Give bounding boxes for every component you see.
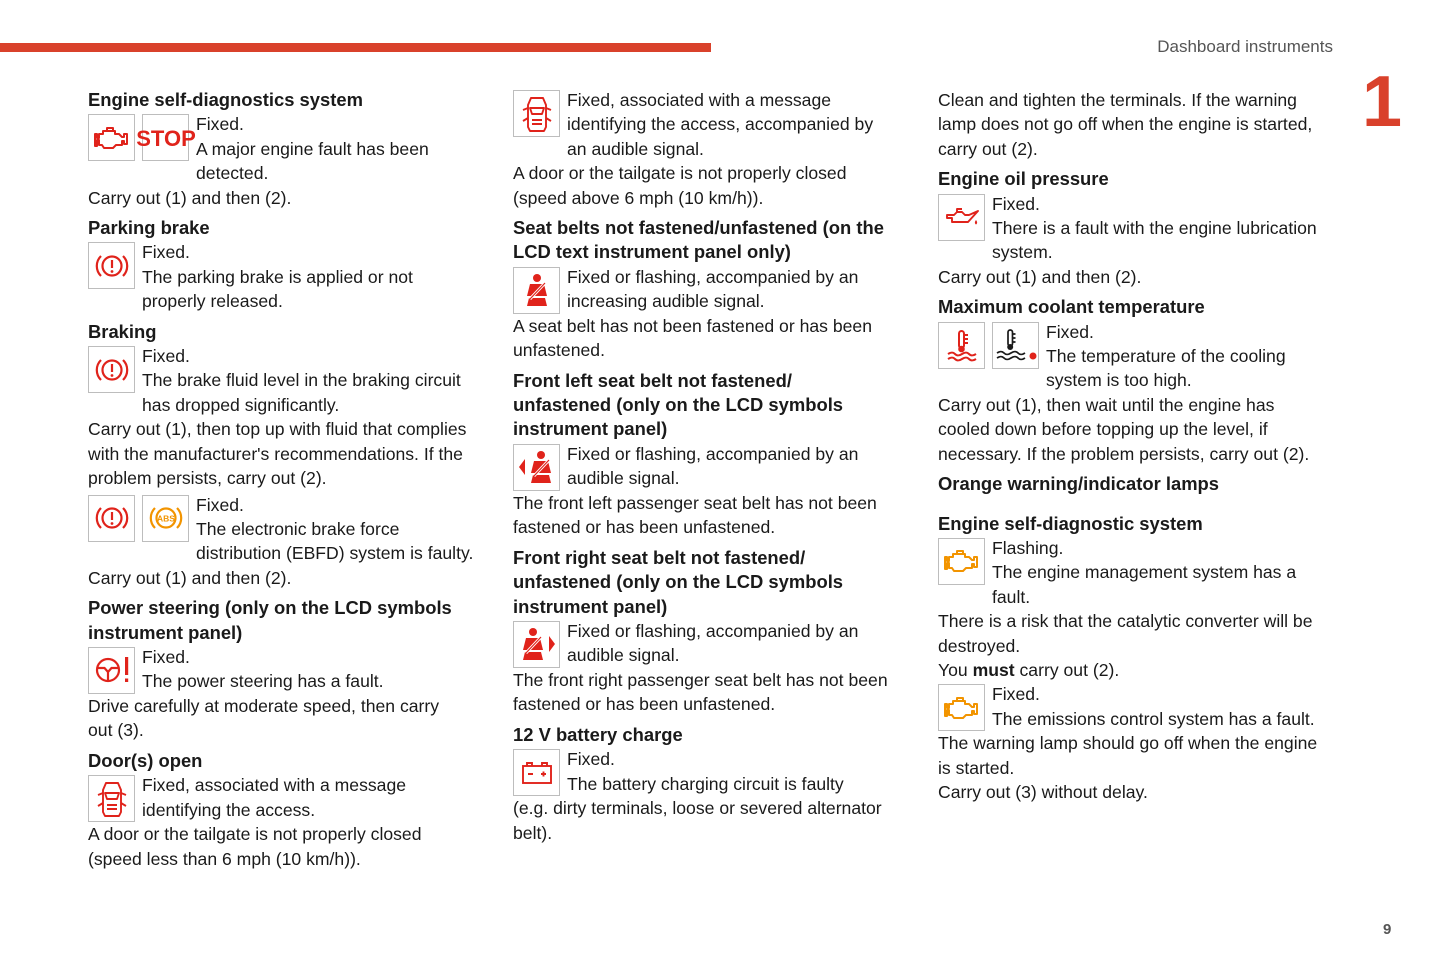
coolant-action-line3: necessary. If the problem persists, carry out (2). [938, 443, 1310, 464]
ebfd-desc-line1: The electronic brake force [196, 518, 400, 539]
heading-coolant: Maximum coolant temperature [938, 296, 1205, 318]
parking-desc-line1: The parking brake is applied or not [142, 266, 413, 287]
front-right-entry [513, 619, 908, 668]
engine-orange-icon [938, 538, 985, 585]
steering-action-line2: out (3). [88, 720, 144, 741]
engine-desc-line1: A major engine fault has been [196, 138, 429, 159]
seatbelts-desc-line2: increasing audible signal. [567, 291, 765, 312]
engine-diag-action: Carry out (3) without delay. [938, 782, 1148, 803]
braking-entry [88, 344, 483, 417]
seatbelt-left-icon [513, 444, 560, 491]
door-open-icon [88, 775, 135, 822]
oil-desc-line1: There is a fault with the engine lubrication [992, 218, 1317, 239]
battery-continued-line1: Clean and tighten the terminals. If the warning [938, 90, 1297, 110]
steering-action-line1: Drive carefully at moderate speed, then carry [88, 695, 440, 716]
brake-warning-icon [88, 242, 135, 289]
engine-diag-status-fixed: Fixed. [992, 684, 1040, 705]
battery-detail-line2: belt). [513, 822, 553, 843]
heading-seat-belts-1: Seat belts not fastened/unfastened (on the [513, 217, 884, 239]
header-accent-bar [0, 43, 711, 52]
heading-front-right-1: Front right seat belt not fastened/ [513, 546, 806, 568]
doors2-desc-line1: Fixed, associated with a message [567, 90, 832, 110]
heading-battery: 12 V battery charge [513, 723, 683, 745]
coolant-entry [938, 320, 1333, 393]
engine-diag-must-line [938, 658, 1333, 682]
front-right-desc-line1: Fixed or flashing, accompanied by an [567, 620, 859, 641]
heading-front-left-1: Front left seat belt not fastened/ [513, 369, 792, 391]
must-prefix: You [938, 659, 973, 680]
oil-status: Fixed. [992, 193, 1040, 214]
coolant-temp-red-icon [938, 322, 985, 369]
doors2-detail-line1: A door or the tailgate is not properly closed [513, 163, 847, 184]
braking-desc-line1: The brake fluid level in the braking circuit [142, 370, 461, 391]
heading-front-left-3: instrument panel) [513, 418, 668, 440]
chapter-number: 1 [1362, 62, 1403, 142]
engine-diagnostics-entry [88, 112, 483, 185]
engine-diag-note-line1: The warning lamp should go off when the engine [938, 733, 1318, 754]
column-right [938, 88, 1333, 805]
ebfd-entry [88, 493, 483, 566]
front-left-desc-line1: Fixed or flashing, accompanied by an [567, 443, 859, 464]
oil-pressure-entry [938, 192, 1333, 265]
heading-seat-belts-2: LCD text instrument panel only) [513, 241, 791, 263]
doors-detail-line1: A door or the tailgate is not properly closed [88, 824, 422, 845]
seat-belts-entry [513, 265, 908, 314]
coolant-action-line2: cooled down before topping up the level, if [938, 419, 1268, 440]
engine-diag-desc-line1: The engine management system has a [992, 562, 1297, 583]
oil-can-icon [938, 194, 985, 241]
heading-engine-self-diagnostics: Engine self-diagnostics system [88, 89, 363, 110]
front-right-detail-line2: fastened or has been unfastened. [513, 694, 776, 715]
ebfd-status: Fixed. [196, 494, 244, 515]
doors-desc-line2: identifying the access. [142, 799, 316, 820]
doors2-desc-line2: identifying the access, accompanied by [567, 114, 874, 135]
engine-orange-icon [938, 684, 985, 731]
seatbelts-detail-line2: unfastened. [513, 340, 605, 361]
doors-open-entry [88, 773, 483, 822]
front-left-entry [513, 442, 908, 491]
front-right-detail-line1: The front right passenger seat belt has not been [513, 669, 888, 690]
engine-status: Fixed. [196, 114, 244, 135]
power-steering-entry [88, 645, 483, 694]
heading-front-left-2: unfastened (only on the LCD symbols [513, 394, 844, 416]
engine-red-icon [88, 114, 135, 161]
abs-icon-text: ABS [156, 513, 175, 524]
engine-desc-line2: detected. [196, 163, 269, 184]
steering-wheel-warning-icon [88, 647, 135, 694]
parking-desc-line2: properly released. [142, 291, 283, 312]
parking-status: Fixed. [142, 242, 190, 263]
front-left-desc-line2: audible signal. [567, 468, 680, 489]
engine-fixed-entry [938, 682, 1333, 731]
seatbelt-icon [513, 267, 560, 314]
coolant-desc-line1: The temperature of the cooling [1046, 346, 1286, 367]
seatbelt-right-icon [513, 621, 560, 668]
page-number: 9 [1383, 921, 1392, 938]
engine-action: Carry out (1) and then (2). [88, 187, 292, 208]
doors-desc-line1: Fixed, associated with a message [142, 775, 407, 796]
doors2-detail-line2: (speed above 6 mph (10 km/h)). [513, 187, 764, 208]
braking-action-line1: Carry out (1), then top up with fluid that complies [88, 419, 467, 440]
engine-diag-note-line2: is started. [938, 757, 1015, 778]
oil-action: Carry out (1) and then (2). [938, 266, 1142, 287]
battery-entry [513, 747, 908, 796]
abs-icon [142, 495, 189, 542]
engine-diag-risk-line2: destroyed. [938, 635, 1021, 656]
coolant-temp-dark-icon [992, 322, 1039, 369]
battery-desc: The battery charging circuit is faulty [567, 773, 844, 794]
must-emphasis: must [972, 659, 1015, 680]
engine-flashing-entry [938, 536, 1333, 609]
must-suffix: carry out (2). [1014, 659, 1120, 680]
steering-status: Fixed. [142, 646, 190, 667]
seatbelts-detail-line1: A seat belt has not been fastened or has been [513, 315, 872, 336]
heading-power-steering-2: instrument panel) [88, 621, 243, 643]
braking-status: Fixed. [142, 346, 190, 367]
front-right-desc-line2: audible signal. [567, 645, 680, 666]
oil-desc-line2: system. [992, 242, 1053, 263]
braking-desc-line2: has dropped significantly. [142, 394, 340, 415]
battery-detail-line1: (e.g. dirty terminals, loose or severed alternator [513, 798, 882, 819]
battery-status: Fixed. [567, 749, 615, 770]
ebfd-desc-line2: distribution (EBFD) system is faulty. [196, 543, 474, 564]
braking-action-line3: problem persists, carry out (2). [88, 468, 327, 489]
stop-icon [135, 114, 196, 161]
battery-continued-line3: carry out (2). [938, 138, 1038, 159]
engine-diag-emissions: The emissions control system has a fault. [992, 708, 1315, 729]
door-open-icon [513, 90, 560, 137]
column-middle [513, 88, 908, 845]
heading-orange-lamps: Orange warning/indicator lamps [938, 473, 1220, 495]
doors-detail-line2: (speed less than 6 mph (10 km/h)). [88, 848, 361, 869]
engine-diag-risk-line1: There is a risk that the catalytic converter will be [938, 611, 1313, 632]
brake-warning-icon [88, 495, 135, 542]
heading-power-steering-1: Power steering (only on the LCD symbols [88, 597, 452, 619]
doors-audible-entry [513, 88, 908, 161]
engine-diag-desc-line2: fault. [992, 586, 1031, 607]
seatbelts-desc-line1: Fixed or flashing, accompanied by an [567, 266, 859, 287]
ebfd-action: Carry out (1) and then (2). [88, 567, 292, 588]
coolant-status: Fixed. [1046, 321, 1094, 342]
heading-engine-self-diagnostic: Engine self-diagnostic system [938, 512, 1203, 534]
front-left-detail-line2: fastened or has been unfastened. [513, 517, 776, 538]
steering-desc: The power steering has a fault. [142, 671, 384, 692]
braking-action-line2: with the manufacturer's recommendations. If the [88, 443, 463, 464]
heading-front-right-2: unfastened (only on the LCD symbols [513, 571, 844, 593]
battery-icon [513, 749, 560, 796]
brake-warning-icon [88, 346, 135, 393]
heading-parking-brake: Parking brake [88, 217, 210, 239]
doors2-desc-line3: an audible signal. [567, 138, 704, 159]
coolant-action-line1: Carry out (1), then wait until the engine has [938, 394, 1275, 415]
heading-doors-open: Door(s) open [88, 749, 203, 771]
heading-oil-pressure: Engine oil pressure [938, 168, 1109, 190]
battery-continued-line2: lamp does not go off when the engine is started, [938, 114, 1313, 135]
section-title: Dashboard instruments [1157, 37, 1333, 56]
column-left [88, 88, 483, 871]
engine-diag-status-flashing: Flashing. [992, 537, 1064, 558]
heading-braking: Braking [88, 320, 157, 342]
heading-front-right-3: instrument panel) [513, 595, 668, 617]
stop-icon-text: STOP [135, 125, 196, 151]
front-left-detail-line1: The front left passenger seat belt has not been [513, 492, 877, 513]
parking-brake-entry [88, 240, 483, 313]
coolant-desc-line2: system is too high. [1046, 370, 1192, 391]
